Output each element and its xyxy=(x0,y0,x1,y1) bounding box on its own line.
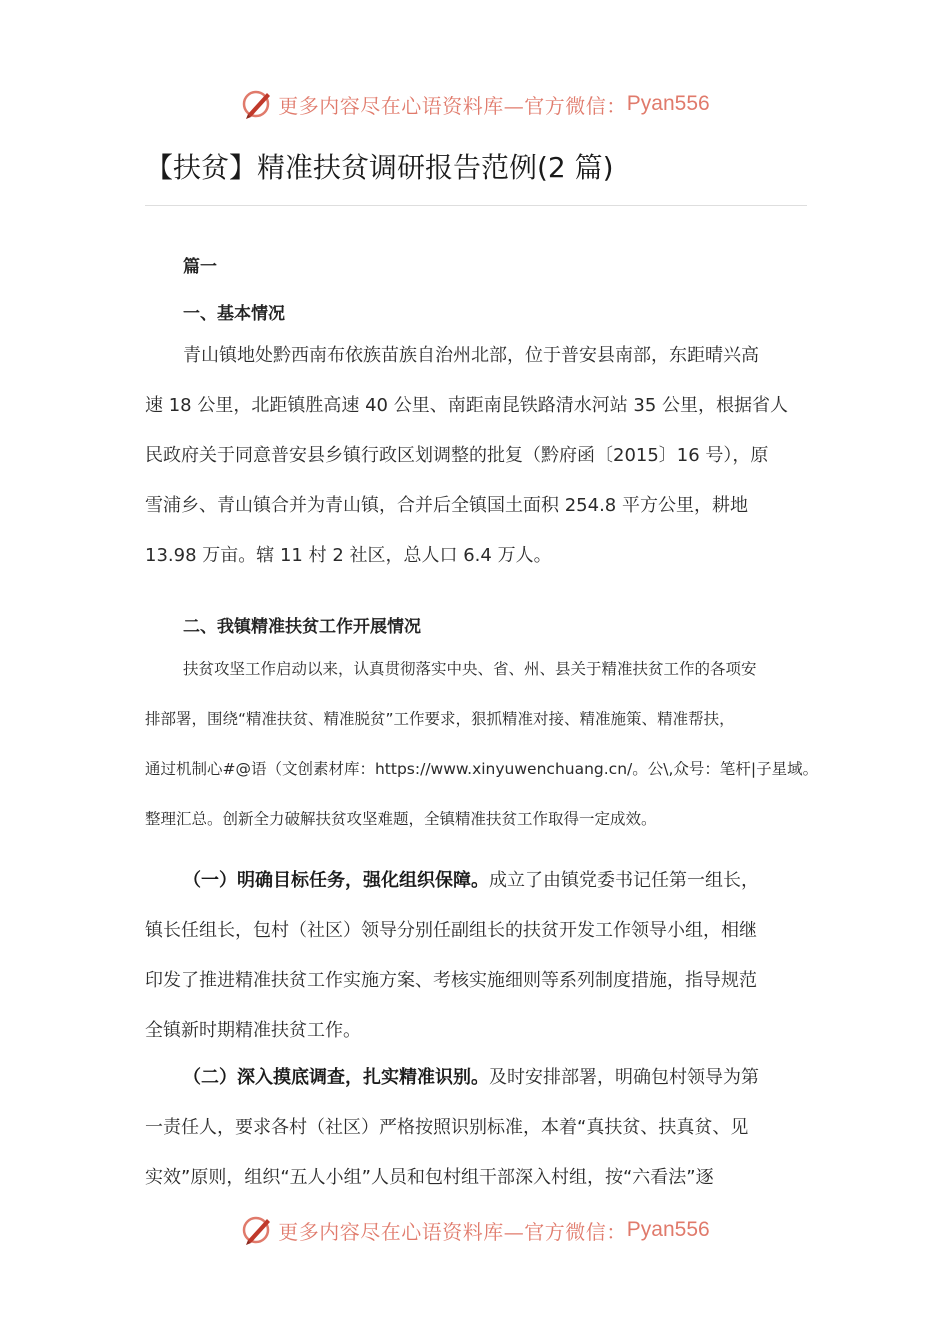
text-line: 通过机制心#@语（文创素材库：https://www.xinyuwenchuang.cn/。公\,众号：笔杆|子星域。 xyxy=(145,760,819,778)
paragraph-lead: （二）深入摸底调查，扎实精准识别。 xyxy=(183,1067,489,1088)
text-line: 速 18 公里，北距镇胜高速 40 公里、南距南昆铁路清水河站 35 公里，根据省人 xyxy=(145,395,789,416)
text-line xyxy=(145,1053,759,1103)
banner-wechat-id: Pyan556 xyxy=(626,92,710,115)
section-label: 篇一 xyxy=(183,257,217,277)
text-line: 印发了推进精准扶贫工作实施方案、考核实施细则等系列制度措施，指导规范 xyxy=(145,970,757,991)
text-line: 实效”原则，组织“五人小组”人员和包村组干部深入村组，按“六看法”逐 xyxy=(145,1167,714,1188)
header-banner xyxy=(0,84,950,124)
text-line: 排部署，围绕“精准扶贫、精准脱贫”工作要求，狠抓精准对接、精准施策、精准帮扶， xyxy=(145,710,735,728)
text-line: 青山镇地处黔西南布依族苗族自治州北部，位于普安县南部，东距晴兴高 xyxy=(183,345,759,366)
heading-work-progress: 二、我镇精准扶贫工作开展情况 xyxy=(183,617,421,637)
banner-text: 更多内容尽在心语资料库—官方微信： xyxy=(278,93,627,118)
text-line: 一责任人，要求各村（社区）严格按照识别标准，本着“真扶贫、扶真贫、见 xyxy=(145,1117,749,1138)
paragraph-identification xyxy=(145,1053,759,1203)
text-line: 雪浦乡、青山镇合并为青山镇，合并后全镇国土面积 254.8 平方公里，耕地 xyxy=(145,495,748,516)
text-line: 镇长任组长，包村（社区）领导分别任副组长的扶贫开发工作领导小组，相继 xyxy=(145,920,757,941)
banner-text: 更多内容尽在心语资料库—官方微信： xyxy=(278,1219,627,1244)
footer-banner xyxy=(0,1210,950,1250)
text-line: 民政府关于同意普安县乡镇行政区划调整的批复（黔府函〔2015〕16 号），原 xyxy=(145,445,769,466)
paragraph-text: 成立了由镇党委书记任第一组长， xyxy=(489,870,759,891)
paragraph-basic-situation xyxy=(145,331,788,581)
title-divider xyxy=(145,205,807,206)
banner-wechat-id: Pyan556 xyxy=(626,1218,710,1241)
paragraph-work-progress xyxy=(145,644,818,844)
text-line xyxy=(145,856,759,906)
paragraph-organization xyxy=(145,856,759,1056)
pen-logo-icon xyxy=(240,87,274,121)
text-line: 全镇新时期精准扶贫工作。 xyxy=(145,1020,361,1041)
text-line: 扶贫攻坚工作启动以来，认真贯彻落实中央、省、州、县关于精准扶贫工作的各项安 xyxy=(183,660,757,678)
pen-logo-icon xyxy=(240,1213,274,1247)
text-line: 13.98 万亩。辖 11 村 2 社区，总人口 6.4 万人。 xyxy=(145,545,552,566)
paragraph-text: 及时安排部署，明确包村领导为第 xyxy=(489,1067,759,1088)
document-title: 【扶贫】精准扶贫调研报告范例(2 篇) xyxy=(145,151,614,184)
paragraph-lead: （一）明确目标任务，强化组织保障。 xyxy=(183,870,489,891)
text-line: 整理汇总。创新全力破解扶贫攻坚难题，全镇精准扶贫工作取得一定成效。 xyxy=(145,810,657,828)
heading-basic-situation: 一、基本情况 xyxy=(183,304,285,324)
